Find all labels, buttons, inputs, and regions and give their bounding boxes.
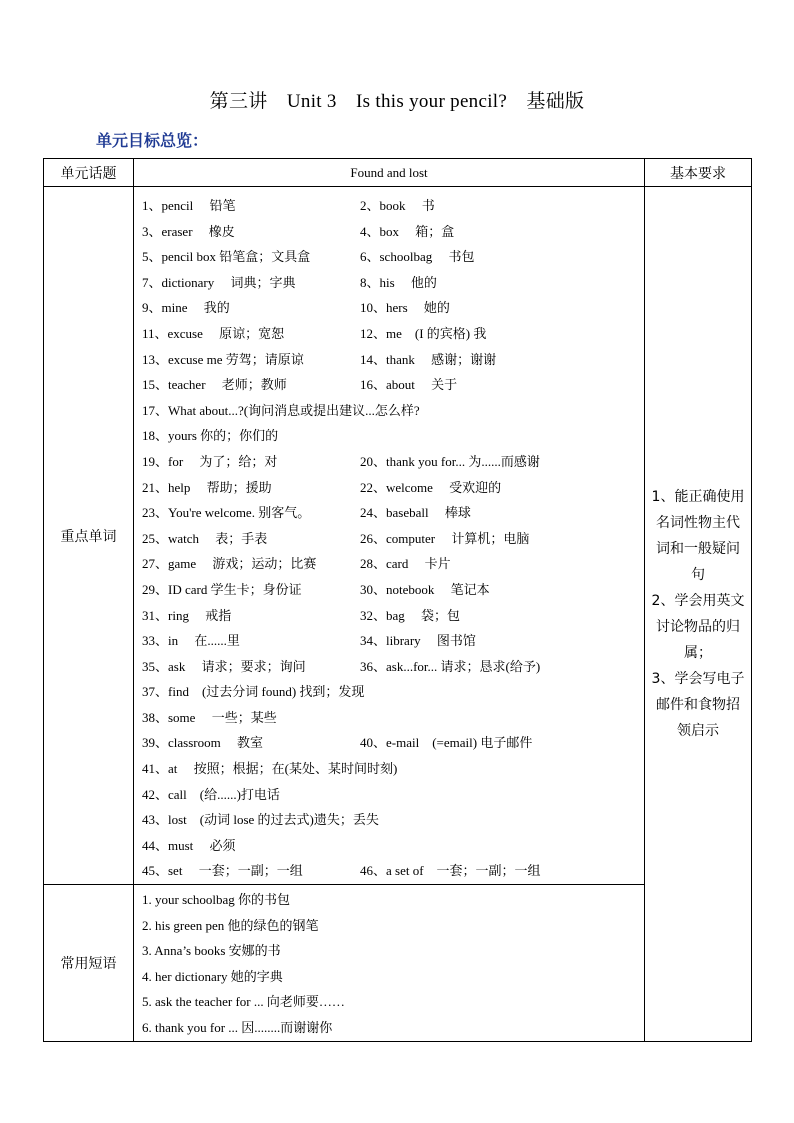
phrases-label: 常用短语: [44, 885, 134, 1042]
header-theme: Found and lost: [134, 159, 645, 187]
word-entry: 46、a set of 一套；一副；一组: [360, 863, 541, 879]
word-line: [142, 754, 644, 780]
word-entry: 21、help 帮助；援助: [142, 479, 272, 495]
word-line: [142, 396, 644, 422]
word-entry: 42、call (给......)打电话: [142, 786, 280, 802]
word-entry: 35、ask 请求；要求；询问: [142, 658, 306, 674]
word-entry: 10、hers 她的: [360, 300, 450, 316]
word-line: [142, 677, 644, 703]
word-entry: 36、ask...for... 请求；恳求(给予): [360, 658, 541, 674]
word-entry: 26、computer 计算机；电脑: [360, 530, 530, 546]
word-line: [142, 856, 644, 882]
word-entry: 6、schoolbag 书包: [360, 249, 475, 265]
word-line: [142, 268, 644, 294]
word-entry: 18、yours 你的；你们的: [142, 428, 279, 444]
word-line: [142, 601, 644, 627]
word-entry: 32、bag 袋；包: [360, 607, 461, 623]
requirement-item: 1、能正确使用名词性物主代词和一般疑问句: [651, 488, 745, 583]
word-entry: 15、teacher 老师；教师: [142, 377, 287, 393]
word-line: [142, 728, 644, 754]
word-entry: 41、at 按照；根据；在(某处、某时间时刻): [142, 761, 398, 777]
word-entry: 11、excuse 原谅；宽恕: [142, 325, 285, 341]
word-entry: 31、ring 戒指: [142, 607, 232, 623]
header-requirement: 基本要求: [645, 159, 752, 187]
phrases-list: [134, 885, 645, 1042]
word-line: [142, 524, 644, 550]
word-line: [142, 626, 644, 652]
word-line: [142, 217, 644, 243]
requirement-item: 3、学会写电子邮件和食物招领启示: [651, 670, 745, 739]
word-entry: 34、library 图书馆: [360, 633, 476, 649]
word-line: [142, 242, 644, 268]
phrase-item: 5. ask the teacher for ... 向老师要……: [142, 994, 345, 1010]
word-entry: 37、find (过去分词 found) 找到；发现: [142, 684, 365, 700]
word-entry: 30、notebook 笔记本: [360, 581, 490, 597]
word-entry: 24、baseball 棒球: [360, 505, 471, 521]
word-entry: 4、box 箱；盒: [360, 223, 455, 239]
word-entry: 43、lost (动词 lose 的过去式)遗失；丢失: [142, 812, 379, 828]
word-entry: 3、eraser 橡皮: [142, 223, 235, 239]
word-line: [142, 831, 644, 857]
word-line: [142, 447, 644, 473]
word-entry: 5、pencil box 铅笔盒；文具盒: [142, 249, 311, 265]
word-line: [142, 498, 644, 524]
word-line: [142, 293, 644, 319]
word-entry: 19、for 为了；给；对: [142, 453, 278, 469]
word-entry: 33、in 在......里: [142, 633, 240, 649]
word-entry: 23、You're welcome. 别客气。: [142, 505, 311, 521]
word-line: [142, 345, 644, 371]
words-row: [44, 187, 752, 885]
word-entry: 2、book 书: [360, 198, 435, 213]
word-line: [142, 421, 644, 447]
word-entry: 17、What about...?(询问消息或提出建议...怎么样?: [142, 402, 420, 418]
word-line: [142, 703, 644, 729]
header-topic: 单元话题: [44, 159, 134, 187]
page-title: 第三讲 Unit 3 Is this your pencil? 基础版: [209, 91, 585, 112]
word-entry: 22、welcome 受欢迎的: [360, 479, 502, 495]
word-line: [142, 191, 644, 217]
word-entry: 38、some 一些；某些: [142, 709, 277, 725]
word-entry: 14、thank 感谢；谢谢: [360, 351, 497, 367]
word-entry: 45、set 一套；一副；一组: [142, 863, 303, 879]
word-entry: 39、classroom 教室: [142, 735, 263, 751]
word-entry: 29、ID card 学生卡；身份证: [142, 581, 302, 597]
phrase-item: 3. Anna’s books 安娜的书: [142, 943, 281, 959]
word-entry: 8、his 他的: [360, 274, 437, 290]
word-entry: 27、game 游戏；运动；比赛: [142, 556, 317, 572]
word-line: [142, 319, 644, 345]
word-entry: 1、pencil 铅笔: [142, 198, 236, 213]
section-subtitle: 单元目标总览：: [96, 131, 209, 150]
word-line: [142, 473, 644, 499]
phrase-item: 1. your schoolbag 你的书包: [142, 892, 291, 908]
words-list: [134, 187, 645, 885]
word-entry: 16、about 关于: [360, 377, 458, 393]
phrase-item: 6. thank you for ... 因........而谢谢你: [142, 1020, 333, 1035]
word-entry: 12、me (I 的宾格) 我: [360, 325, 487, 341]
unit-overview-table: [43, 158, 752, 1042]
word-entry: 9、mine 我的: [142, 300, 230, 316]
word-entry: 28、card 卡片: [360, 556, 451, 572]
word-line: [142, 780, 644, 806]
word-line: [142, 652, 644, 678]
word-entry: 25、watch 表；手表: [142, 530, 268, 546]
word-entry: 13、excuse me 劳驾；请原谅: [142, 351, 304, 367]
word-line: [142, 549, 644, 575]
word-entry: 40、e-mail (=email) 电子邮件: [360, 735, 533, 751]
word-line: [142, 805, 644, 831]
word-entry: 7、dictionary 词典；字典: [142, 274, 296, 290]
phrase-item: 4. her dictionary 她的字典: [142, 968, 283, 984]
word-line: [142, 575, 644, 601]
word-line: [142, 370, 644, 396]
words-label: 重点单词: [44, 187, 134, 885]
word-entry: 20、thank you for... 为......而感谢: [360, 453, 540, 469]
word-entry: 44、must 必须: [142, 837, 236, 853]
phrase-item: 2. his green pen 他的绿色的钢笔: [142, 917, 319, 933]
requirement-item: 2、学会用英文讨论物品的归属；: [651, 592, 745, 661]
table-header-row: [44, 159, 752, 187]
requirements-cell: [645, 187, 752, 1042]
